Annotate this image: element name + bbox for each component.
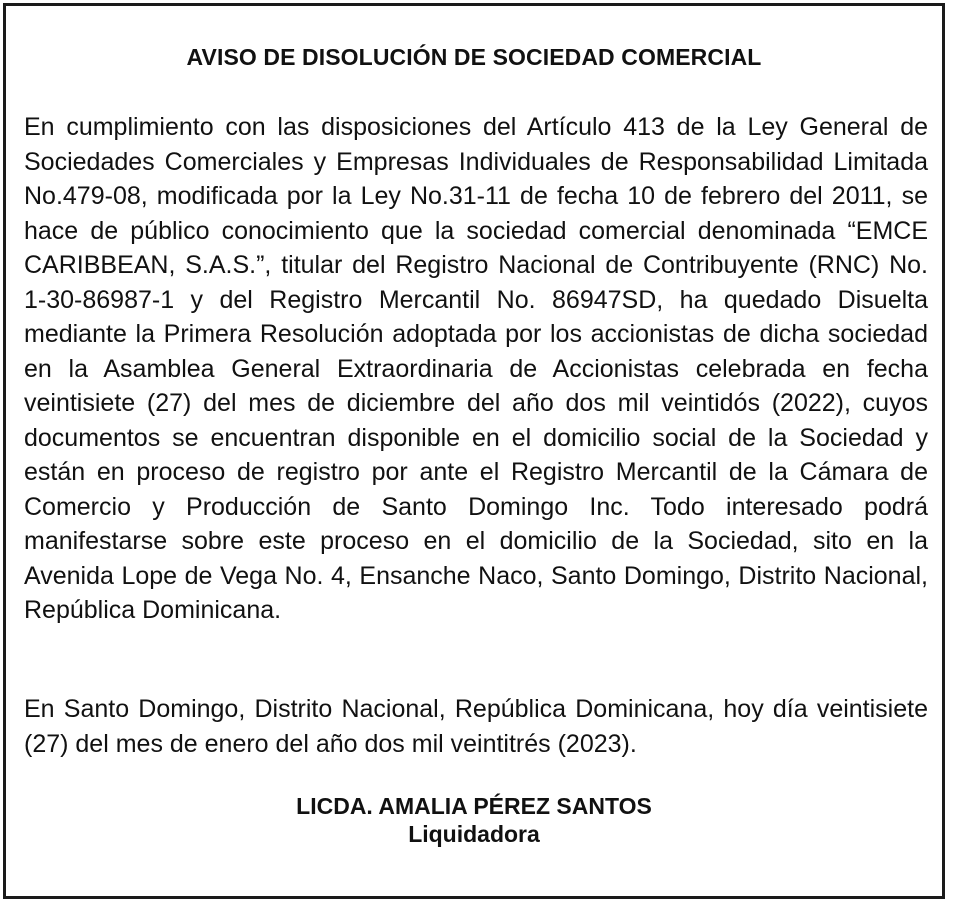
legal-notice-box — [3, 3, 945, 899]
notice-date-paragraph: En Santo Domingo, Distrito Nacional, República Dominicana, hoy día veintisiete (27) del mes de enero del año dos mil veintitrés (2023). — [24, 695, 928, 758]
signatory-name: LICDA. AMALIA PÉREZ SANTOS — [296, 793, 652, 819]
notice-body-paragraph: En cumplimiento con las disposiciones del Artículo 413 de la Ley General de Sociedades Comerciales y Empresas Individuales de Responsabilidad Limitada No.479-08, modificada por la Ley No.31-11 de fecha 10 de febrero del 2011, se hace de público conocimiento que la sociedad comercial denominada “EMCE CARIBBEAN, S.A.S.”, titular del Registro Nacional de Contribuyente (RNC) No. 1-30-86987-1 y del Registro Mercantil No. 86947SD, ha quedado Disuelta mediante la Primera Resolución adoptada por los accionistas de dicha sociedad en la Asamblea General Extraordinaria de Accionistas celebrada en fecha veintisiete (27) del mes de diciembre del año dos mil veintidós (2022), cuyos documentos se encuentran disponible en el domicilio social de la Sociedad y están en proceso de registro por ante el Registro Mercantil de la Cámara de Comercio y Producción de Santo Domingo Inc. Todo interesado podrá manifestarse sobre este proceso en el domicilio de la Sociedad, sito en la Avenida Lope de Vega No. 4, Ensanche Naco, Santo Domingo, Distrito Nacional, República Dominicana. — [24, 113, 928, 624]
notice-title: AVISO DE DISOLUCIÓN DE SOCIEDAD COMERCIAL — [186, 44, 762, 70]
signature-block — [6, 792, 942, 848]
signatory-role: Liquidadora — [408, 821, 540, 847]
